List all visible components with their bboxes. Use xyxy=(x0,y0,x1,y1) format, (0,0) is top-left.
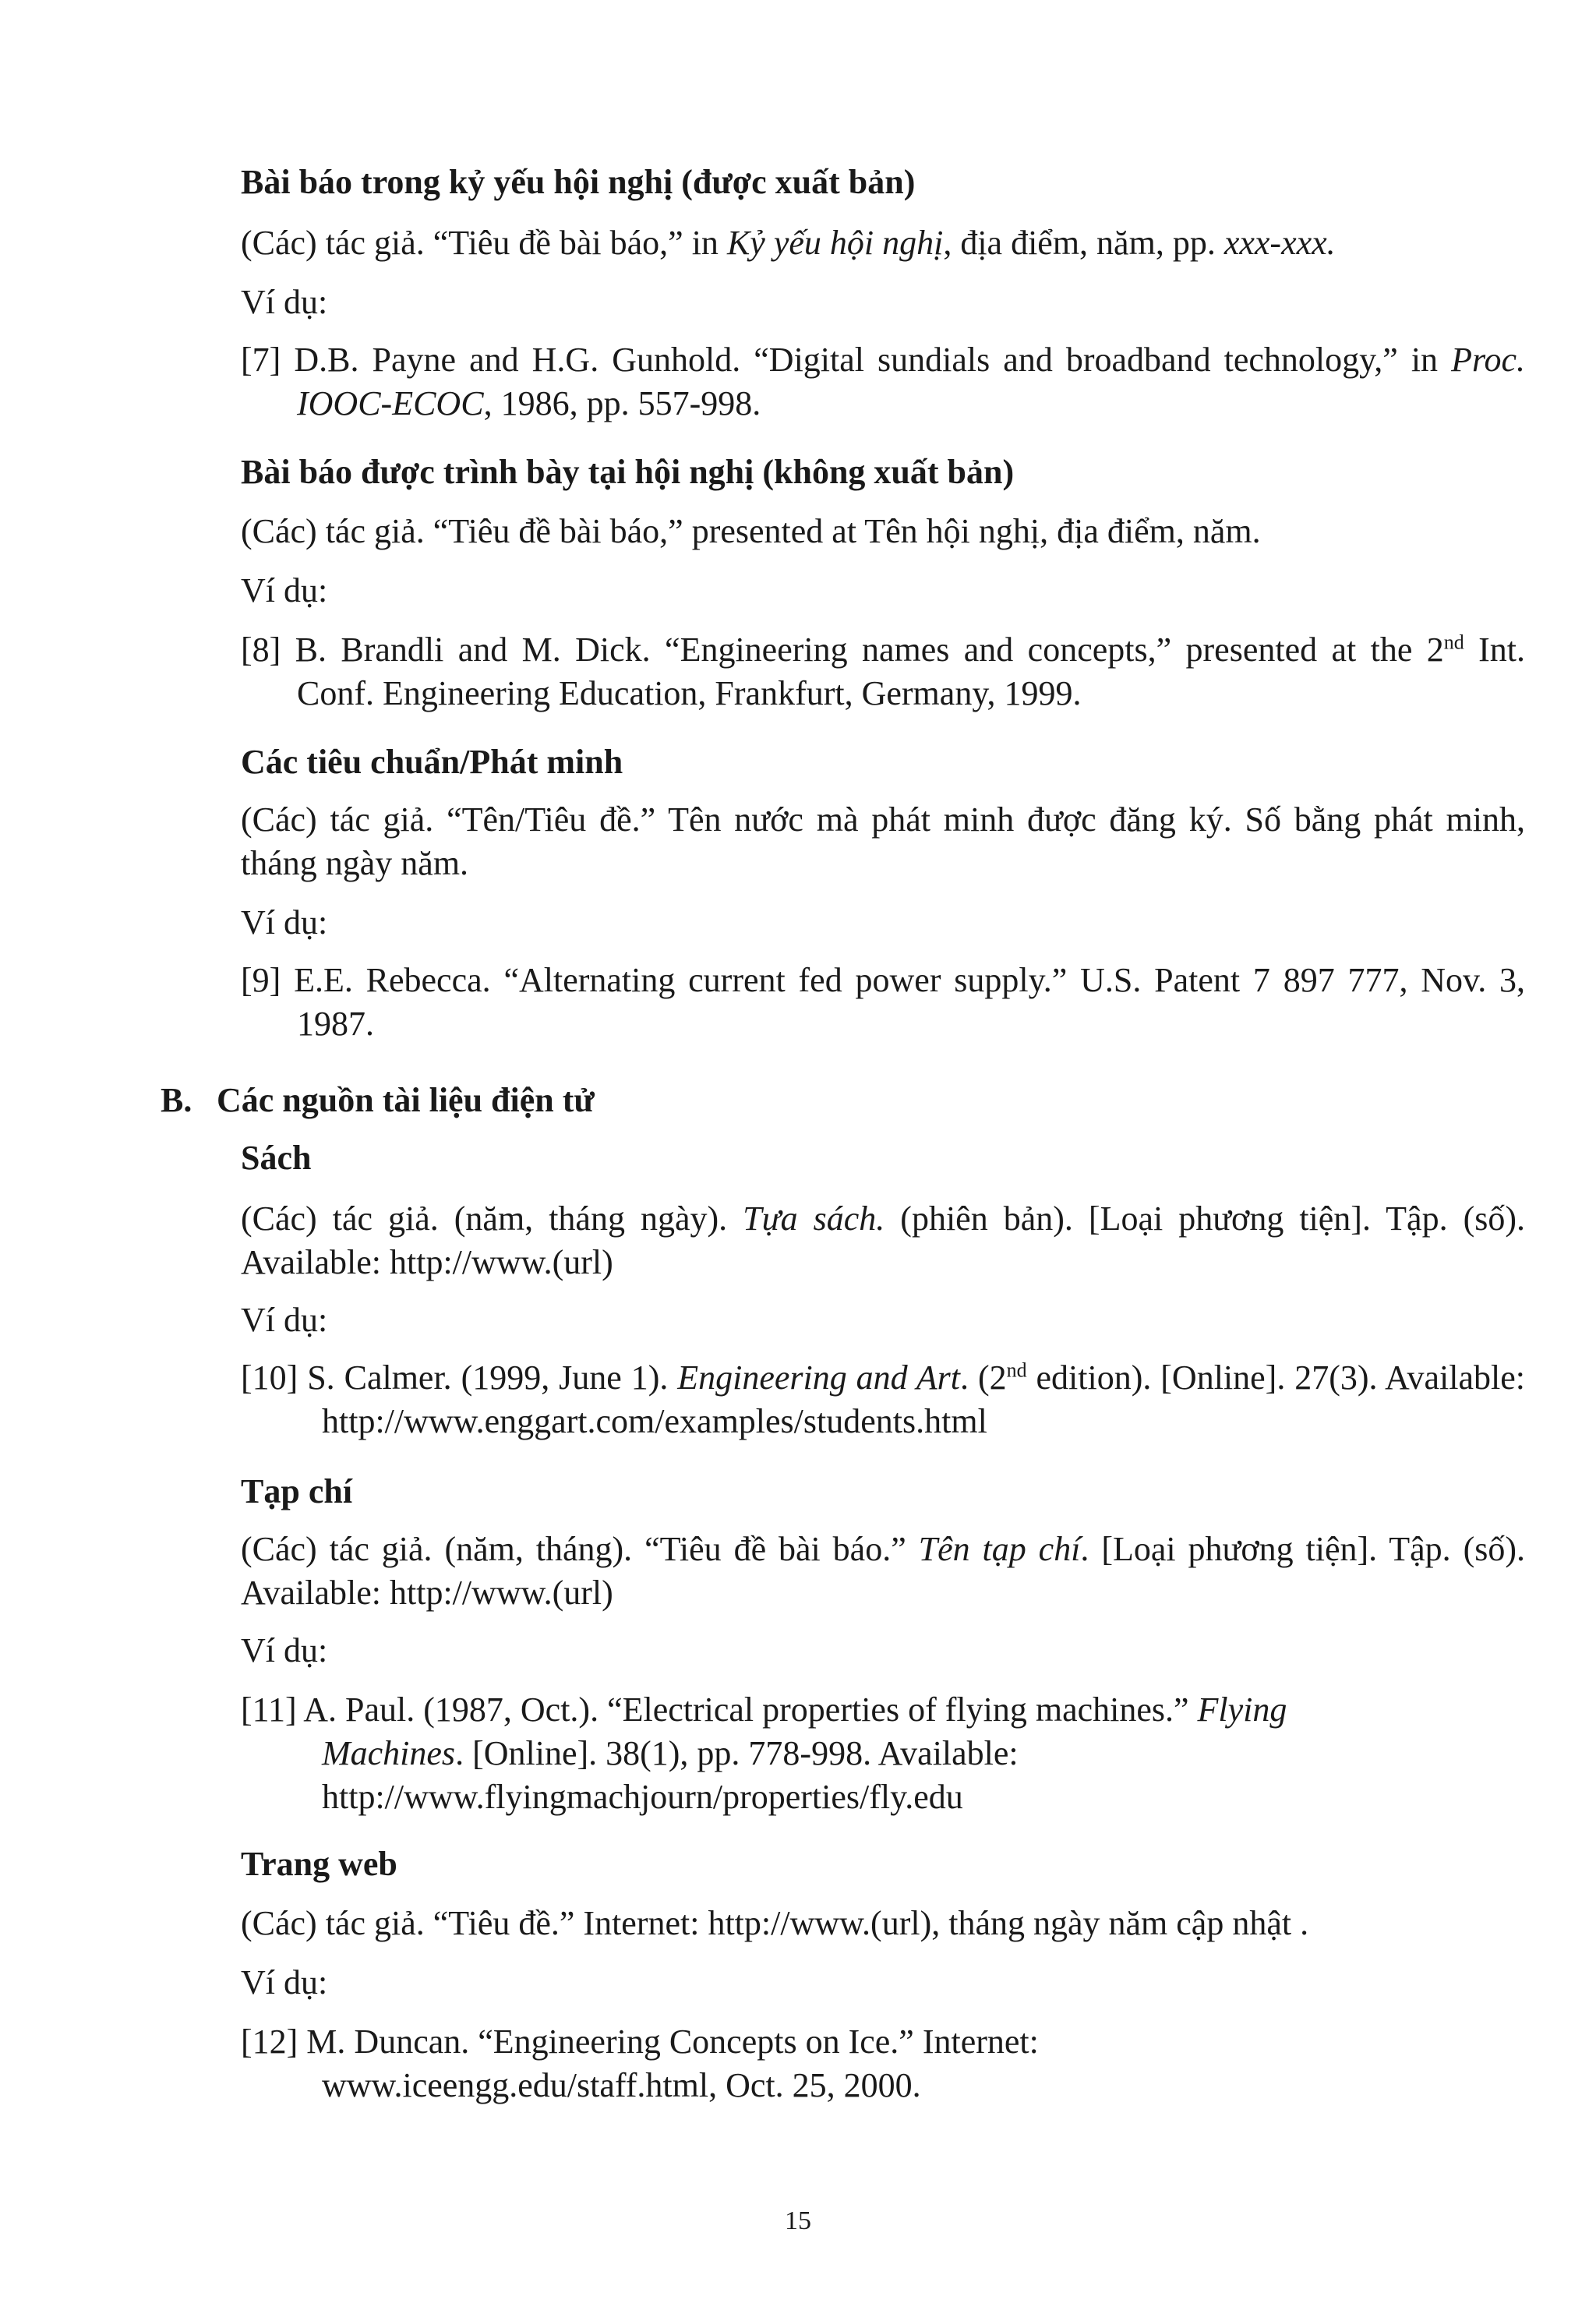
example-label: Ví dụ: xyxy=(241,1963,328,2001)
reference-9: [9] E.E. Rebecca. “Alternating current fed power supply.” U.S. Patent 7 897 777, Nov. 3, 1987. xyxy=(241,961,1525,1043)
page-number: 15 xyxy=(785,2206,811,2235)
heading-patents: Các tiêu chuẩn/Phát minh xyxy=(241,743,623,781)
heading-journals: Tạp chí xyxy=(241,1472,353,1510)
example-label: Ví dụ: xyxy=(241,903,328,941)
format-conference-unpublished: (Các) tác giả. “Tiêu đề bài báo,” presented at Tên hội nghị, địa điểm, năm. xyxy=(241,512,1261,550)
example-label: Ví dụ: xyxy=(241,283,328,321)
example-label: Ví dụ: xyxy=(241,1301,328,1339)
reference-7: [7] D.B. Payne and H.G. Gunhold. “Digital sundials and broadband technology,” in Proc. IOOC-ECOC, 1986, pp. 557-998. xyxy=(241,341,1525,422)
format-book: (Các) tác giả. (năm, tháng ngày). Tựa sách. (phiên bản). [Loại phương tiện]. Tập. (số). Available: http://www.(url) xyxy=(241,1199,1526,1281)
format-journal: (Các) tác giả. (năm, tháng). “Tiêu đề bài báo.” Tên tạp chí. [Loại phương tiện]. Tập. (số). Available: http://www.(url) xyxy=(241,1530,1525,1612)
reference-11: [11] A. Paul. (1987, Oct.). “Electrical properties of flying machines.” Flying Machines. [Online]. 38(1), pp. 778-998. Available: http://www.flyingmachjourn/properties/fly.edu xyxy=(241,1690,1287,1816)
format-web: (Các) tác giả. “Tiêu đề.” Internet: http://www.(url), tháng ngày năm cập nhật . xyxy=(241,1904,1309,1942)
heading-web: Trang web xyxy=(241,1845,397,1883)
reference-10: [10] S. Calmer. (1999, June 1). Engineering and Art. (2nd edition). [Online]. 27(3). Available: http://www.enggart.com/examples/students.html xyxy=(241,1358,1526,1440)
heading-conference-published: Bài báo trong kỷ yếu hội nghị (được xuất bản) xyxy=(241,163,916,201)
example-label: Ví dụ: xyxy=(241,1631,328,1669)
format-conference-published: (Các) tác giả. “Tiêu đề bài báo,” in Kỷ yếu hội nghị, địa điểm, năm, pp. xxx-xxx. xyxy=(241,224,1336,262)
section-b-heading: B. Các nguồn tài liệu điện tử xyxy=(161,1081,595,1119)
format-patent: (Các) tác giả. “Tên/Tiêu đề.” Tên nước mà phát minh được đăng ký. Số bằng phát minh, tháng ngày năm. xyxy=(241,800,1525,882)
reference-8: [8] B. Brandli and M. Dick. “Engineering names and concepts,” presented at the 2nd Int. Conf. Engineering Education, Frankfurt, Germany, 1999. xyxy=(241,631,1526,712)
reference-12: [12] M. Duncan. “Engineering Concepts on Ice.” Internet: www.iceengg.edu/staff.html, Oct. 25, 2000. xyxy=(241,2023,1039,2104)
heading-books: Sách xyxy=(241,1139,312,1177)
example-label: Ví dụ: xyxy=(241,571,328,609)
heading-conference-unpublished: Bài báo được trình bày tại hội nghị (không xuất bản) xyxy=(241,453,1015,491)
